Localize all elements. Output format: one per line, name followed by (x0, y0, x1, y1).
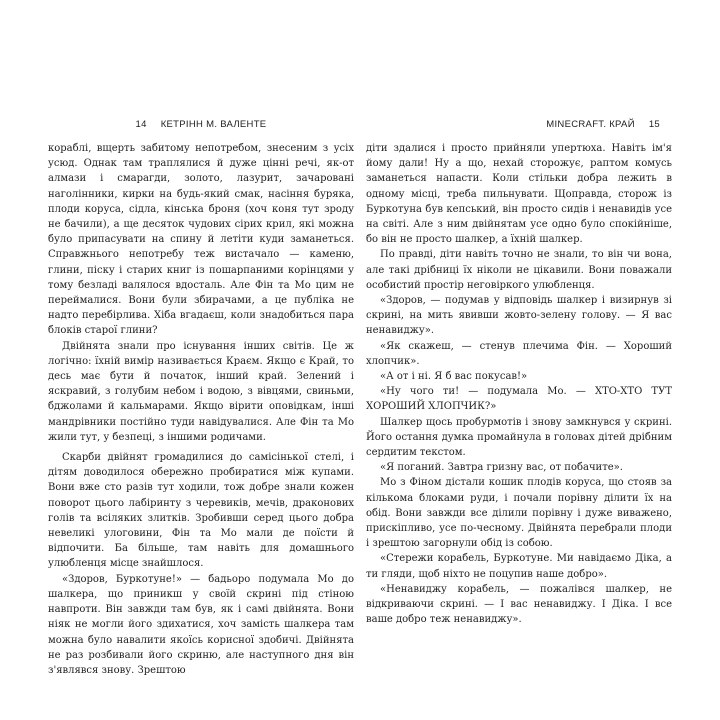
paragraph: «Ненавиджу корабель, — пожалівся шалкер, не відкриваючи скрині. — І вас ненавиджу. І Діка. І все ваше добро теж ненавиджу». (366, 583, 672, 626)
paragraph: Мо з Фіном дістали кошик плодів коруса, що стояв за кількома блоками руди, і почали порівну ділити їх на обід. Вони завжди все ділили порівну і дуже виважено, прискіпливо, усе по-чесному. Двійнята перебрали плоди і зрештою загорнули обід із собою. (366, 477, 672, 550)
paragraph: «А от і ні. Я б вас покусав!» (380, 371, 528, 383)
paragraph: Скарби двійнят громадилися до самісінької стелі, і дітям доводилося обережно пробиратися між купами. Вони вже сто разів тут ходили, тож добре знали кожен поворот цього лабіринту з черевиків, мечів, драконових голів та всіляких злитків. Зробивши серед цього добра невеликі улоговини, Фін та Мо мали де поїсти й відпочити. Ба більше, там навіть для домашнього улюбленця місце знайшлося. (48, 452, 354, 570)
right-body-text (366, 141, 672, 628)
left-body-text (48, 141, 354, 678)
right-page-number: 15 (648, 119, 660, 130)
right-running-head (366, 118, 672, 132)
paragraph: По правді, діти навіть точно не знали, то він чи вона, але такі дрібниці їх ніколи не цікавили. Вони поважали особистий простір неговіркого улюбленця. (366, 249, 672, 291)
left-running-head (48, 118, 354, 132)
left-page (48, 118, 354, 678)
right-page (366, 118, 672, 628)
paragraph: «Я поганий. Завтра гризну вас, от побачите». (380, 462, 623, 474)
paragraph: «Ну чого ти! — подумала Мо. — ХТО-ХТО ТУТ ХОРОШИЙ ХЛОПЧИК?» (366, 386, 672, 413)
left-page-number: 14 (135, 119, 147, 130)
right-running-title: MINECRAFT. КРАЙ (546, 119, 635, 130)
paragraph: «Здоров, — подумав у відповідь шалкер і визирнув зі скрині, на мить явивши жовто-зелену голову. — Я вас ненавиджу». (366, 295, 672, 337)
paragraph: «Стережи корабель, Буркотуне. Ми навідаємо Діка, а ти гляди, щоб ніхто не поцупив наше добро». (366, 553, 672, 580)
paragraph: кораблі, вщерть забитому непотребом, знесеним з усіх усюд. Однак там траплялися й дуже цінні речі, як-от алмази і смарагди, золото, лазурит, зачаровані наголінники, кирки на будь-який смак, насіння буряка, плоди коруса, сідла, кінська броня (хоч коня тут зроду не бачили), а ще десяток чудових сірих крил, які можна було припасувати на спину й летіти куди заманеться. Справжнього непотребу теж вистачало — каменю, глини, піску і старих книг із пошарпаними корінцями у тому безладі валялося вдосталь. Але Фін та Мо цим не переймалися. Вони були збирачами, а це публіка не надто перебірлива. Хіба вгадаєш, коли знадобиться пара блоків старої глини? (48, 143, 354, 337)
paragraph: «Здоров, Буркотуне!» — бадьоро подумала Мо до шалкера, що приникш у своїй скрині під стіною навпроти. Він завжди там був, як і самі двійнята. Вони ніяк не могли його здихатися, хоч замість шалкера там можна було навалити якоїсь корисної здобичі. Двійнята не раз розбивали його скриню, але наступного дня він з'являвся знову. Зрештою (48, 573, 354, 676)
paragraph: Двійнята знали про існування інших світів. Це ж логічно: їхній вимір називається Краєм. Якщо є Край, то десь має бути й початок, інший край. Зелений і яскравий, з голубим небом і водою, з вівцями, свиньми, бджолами й кальмарами. Якщо вірити оповідкам, інші мандрівники постійно туди навідувалися. Але Фін та Мо жили тут, у безпеці, з іншими родичами. (48, 340, 354, 443)
paragraph: Шалкер щось пробурмотів і знову замкнувся у скрині. Його остання думка промайнула в головах дітей дрібним сердитим текстом. (366, 416, 672, 459)
paragraph: «Як скажеш, — стенув плечима Фін. — Хороший хлопчик». (366, 340, 672, 367)
paragraph: діти здалися і просто прийняли упертюха. Навіть ім'я йому дали! Ну а що, нехай сторожує, раптом комусь заманеться напасти. Коли стільки добра лежить в одному місці, треба пильнувати. Щоправда, сторож із Буркотуна був кепський, він просто сидів і ненавидів усе на світі. Але з ним двійнятам усе одно було спокійніше, бо він не просто шалкер, а їхній шалкер. (366, 143, 672, 246)
left-running-title: КЕТРІНН М. ВАЛЕНТЕ (160, 119, 267, 130)
